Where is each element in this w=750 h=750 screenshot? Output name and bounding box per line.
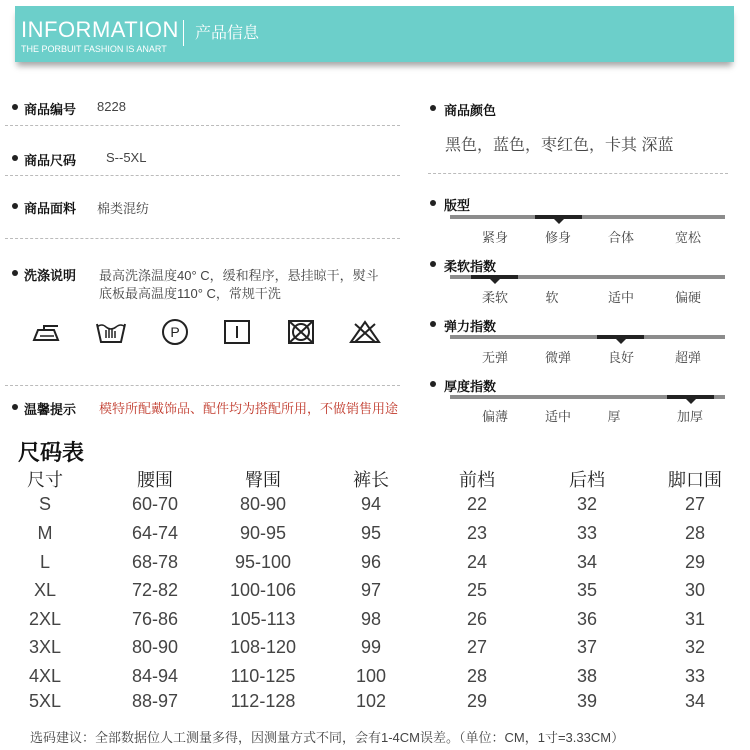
size-table-row-size-cell: XL xyxy=(33,580,57,600)
info-header-banner xyxy=(15,6,734,62)
header-title-cn: 产品信息 xyxy=(195,25,260,42)
hand-wash-icon xyxy=(94,318,128,346)
size-table-cell: 36 xyxy=(576,609,598,629)
size-table-header-cell: 尺寸 xyxy=(27,470,63,490)
size-table-cell: 64-74 xyxy=(131,523,179,543)
product-code-label: 商品编号 xyxy=(24,102,77,117)
size-table-cell: 108-120 xyxy=(229,637,297,657)
size-table-cell: 33 xyxy=(684,666,706,686)
softness-option: 柔软 xyxy=(481,290,508,305)
elasticity-scale-track xyxy=(450,335,725,339)
svg-text:P: P xyxy=(170,324,180,340)
fit-option: 紧身 xyxy=(481,230,508,245)
fit-label: 版型 xyxy=(444,198,471,213)
no-tumble-dry-icon xyxy=(284,318,318,346)
size-table-cell: 29 xyxy=(684,552,706,572)
elasticity-option: 无弹 xyxy=(481,350,508,365)
size-table-cell: 27 xyxy=(684,494,706,514)
fit-option: 宽松 xyxy=(674,230,701,245)
wash-instructions-line2: 底板最高温度110° C，常规干洗 xyxy=(99,286,281,301)
size-table-cell: 102 xyxy=(355,691,387,711)
size-table-cell: 68-78 xyxy=(131,552,179,572)
bullet-icon xyxy=(12,270,18,276)
size-table-cell: 100 xyxy=(355,666,387,686)
elasticity-label: 弹力指数 xyxy=(444,319,497,334)
size-table-header-cell: 前档 xyxy=(459,470,495,490)
size-table-cell: 76-86 xyxy=(131,609,179,629)
size-table-cell: 23 xyxy=(466,523,488,543)
size-table-row-size-cell: 3XL xyxy=(28,637,62,657)
bullet-icon xyxy=(430,200,436,206)
bullet-icon xyxy=(12,404,18,410)
thickness-label: 厚度指数 xyxy=(444,379,497,394)
divider xyxy=(5,238,400,239)
softness-option: 软 xyxy=(545,290,559,305)
fit-option: 合体 xyxy=(607,230,634,245)
size-table-cell: 100-106 xyxy=(229,580,297,600)
header-divider xyxy=(183,20,184,46)
size-table-cell: 110-125 xyxy=(230,666,296,686)
size-table-cell: 33 xyxy=(576,523,598,543)
size-table-row-size-cell: 2XL xyxy=(28,609,62,629)
fit-option: 修身 xyxy=(544,230,571,245)
divider xyxy=(428,173,728,174)
size-table-cell: 88-97 xyxy=(131,691,179,711)
size-table-cell: 32 xyxy=(684,637,706,657)
size-table-cell: 29 xyxy=(466,691,488,711)
color-value: 黑色，蓝色，枣红色，卡其 深蓝 xyxy=(445,137,674,154)
size-table-cell: 72-82 xyxy=(131,580,179,600)
bullet-icon xyxy=(12,104,18,110)
size-table-cell: 22 xyxy=(466,494,488,514)
size-table-header-cell: 裤长 xyxy=(353,470,389,490)
size-table-row-size-cell: 4XL xyxy=(28,666,62,686)
fit-marker-arrow-icon xyxy=(554,219,564,224)
divider xyxy=(5,385,400,386)
bullet-icon xyxy=(12,203,18,209)
size-table-cell: 24 xyxy=(466,552,488,572)
product-fabric-value: 棉类混纺 xyxy=(97,201,150,216)
bullet-icon xyxy=(12,155,18,161)
size-table-cell: 30 xyxy=(684,580,706,600)
bullet-icon xyxy=(430,105,436,111)
softness-label: 柔软指数 xyxy=(444,259,497,274)
size-table-cell: 35 xyxy=(576,580,598,600)
elasticity-option: 超弹 xyxy=(674,350,701,365)
header-subtitle: THE PORBUIT FASHION IS ANART xyxy=(21,44,167,54)
product-size-label: 商品尺码 xyxy=(24,153,77,168)
size-table-cell: 99 xyxy=(360,637,382,657)
thickness-option: 厚 xyxy=(607,409,621,424)
tip-label: 温馨提示 xyxy=(24,402,77,417)
wash-instructions-line1: 最高洗涤温度40° C，缓和程序，悬挂晾干，熨斗 xyxy=(99,268,379,283)
tip-value: 模特所配戴饰品、配件均为搭配所用，不做销售用途 xyxy=(99,401,399,416)
wash-instructions-label: 洗涤说明 xyxy=(24,268,77,283)
divider xyxy=(5,175,400,176)
size-table-row-size-cell: M xyxy=(37,523,53,543)
size-table-cell: 97 xyxy=(360,580,382,600)
header-title: INFORMATION xyxy=(21,17,179,42)
size-table-row-size-cell: L xyxy=(39,552,50,572)
elasticity-option: 良好 xyxy=(607,350,634,365)
color-label: 商品颜色 xyxy=(444,103,497,118)
size-table-row-size-cell: S xyxy=(38,494,51,514)
size-table-cell: 95-100 xyxy=(234,552,292,572)
fit-scale-track xyxy=(450,215,725,219)
softness-marker-arrow-icon xyxy=(490,279,500,284)
size-table-cell: 80-90 xyxy=(131,637,179,657)
size-table-cell: 28 xyxy=(466,666,488,686)
thickness-option: 适中 xyxy=(544,409,571,424)
product-fabric-label: 商品面料 xyxy=(24,201,77,216)
size-table-note: 选码建议：全部数据位人工测量多得，因测量方式不同，会有1-4CM误差。（单位：CM，1寸=3.33CM） xyxy=(30,730,625,745)
size-table-cell: 105-113 xyxy=(230,609,296,629)
size-table-cell: 112-128 xyxy=(230,691,296,711)
size-table-header-cell: 腰围 xyxy=(137,470,173,490)
size-table-cell: 90-95 xyxy=(239,523,287,543)
size-table-cell: 84-94 xyxy=(131,666,179,686)
softness-option: 适中 xyxy=(607,290,634,305)
line-dry-icon xyxy=(220,318,254,346)
iron-icon xyxy=(30,318,64,346)
bullet-icon xyxy=(430,381,436,387)
size-table-cell: 39 xyxy=(576,691,598,711)
product-size-value: S--5XL xyxy=(106,150,147,165)
size-table-cell: 34 xyxy=(684,691,706,711)
size-table-header-cell: 后档 xyxy=(569,470,605,490)
size-table-row-size-cell: 5XL xyxy=(28,691,62,711)
size-table-cell: 80-90 xyxy=(239,494,287,514)
softness-option: 偏硬 xyxy=(674,290,701,305)
product-code-value: 8228 xyxy=(97,99,126,114)
divider xyxy=(5,125,400,126)
size-table-cell: 25 xyxy=(466,580,488,600)
no-bleach-icon xyxy=(348,318,382,346)
size-table-cell: 96 xyxy=(360,552,382,572)
size-table-cell: 37 xyxy=(576,637,598,657)
size-table-cell: 26 xyxy=(466,609,488,629)
thickness-option: 加厚 xyxy=(676,409,703,424)
size-table-cell: 27 xyxy=(466,637,488,657)
size-table-title: 尺码表 xyxy=(18,440,85,465)
elasticity-option: 微弹 xyxy=(544,350,571,365)
size-table-cell: 34 xyxy=(576,552,598,572)
size-table-cell: 60-70 xyxy=(131,494,179,514)
size-table-cell: 31 xyxy=(684,609,706,629)
size-table-cell: 95 xyxy=(360,523,382,543)
elasticity-marker-arrow-icon xyxy=(616,339,626,344)
size-table-cell: 38 xyxy=(576,666,598,686)
bullet-icon xyxy=(430,261,436,267)
size-table-cell: 94 xyxy=(360,494,382,514)
size-table-cell: 28 xyxy=(684,523,706,543)
size-table-header-cell: 脚口围 xyxy=(668,470,722,490)
dry-clean-p-icon xyxy=(158,318,192,346)
size-table-cell: 32 xyxy=(576,494,598,514)
thickness-option: 偏薄 xyxy=(481,409,508,424)
size-table-header-cell: 臀围 xyxy=(245,470,281,490)
thickness-marker-arrow-icon xyxy=(686,399,696,404)
size-table-cell: 98 xyxy=(360,609,382,629)
bullet-icon xyxy=(430,321,436,327)
